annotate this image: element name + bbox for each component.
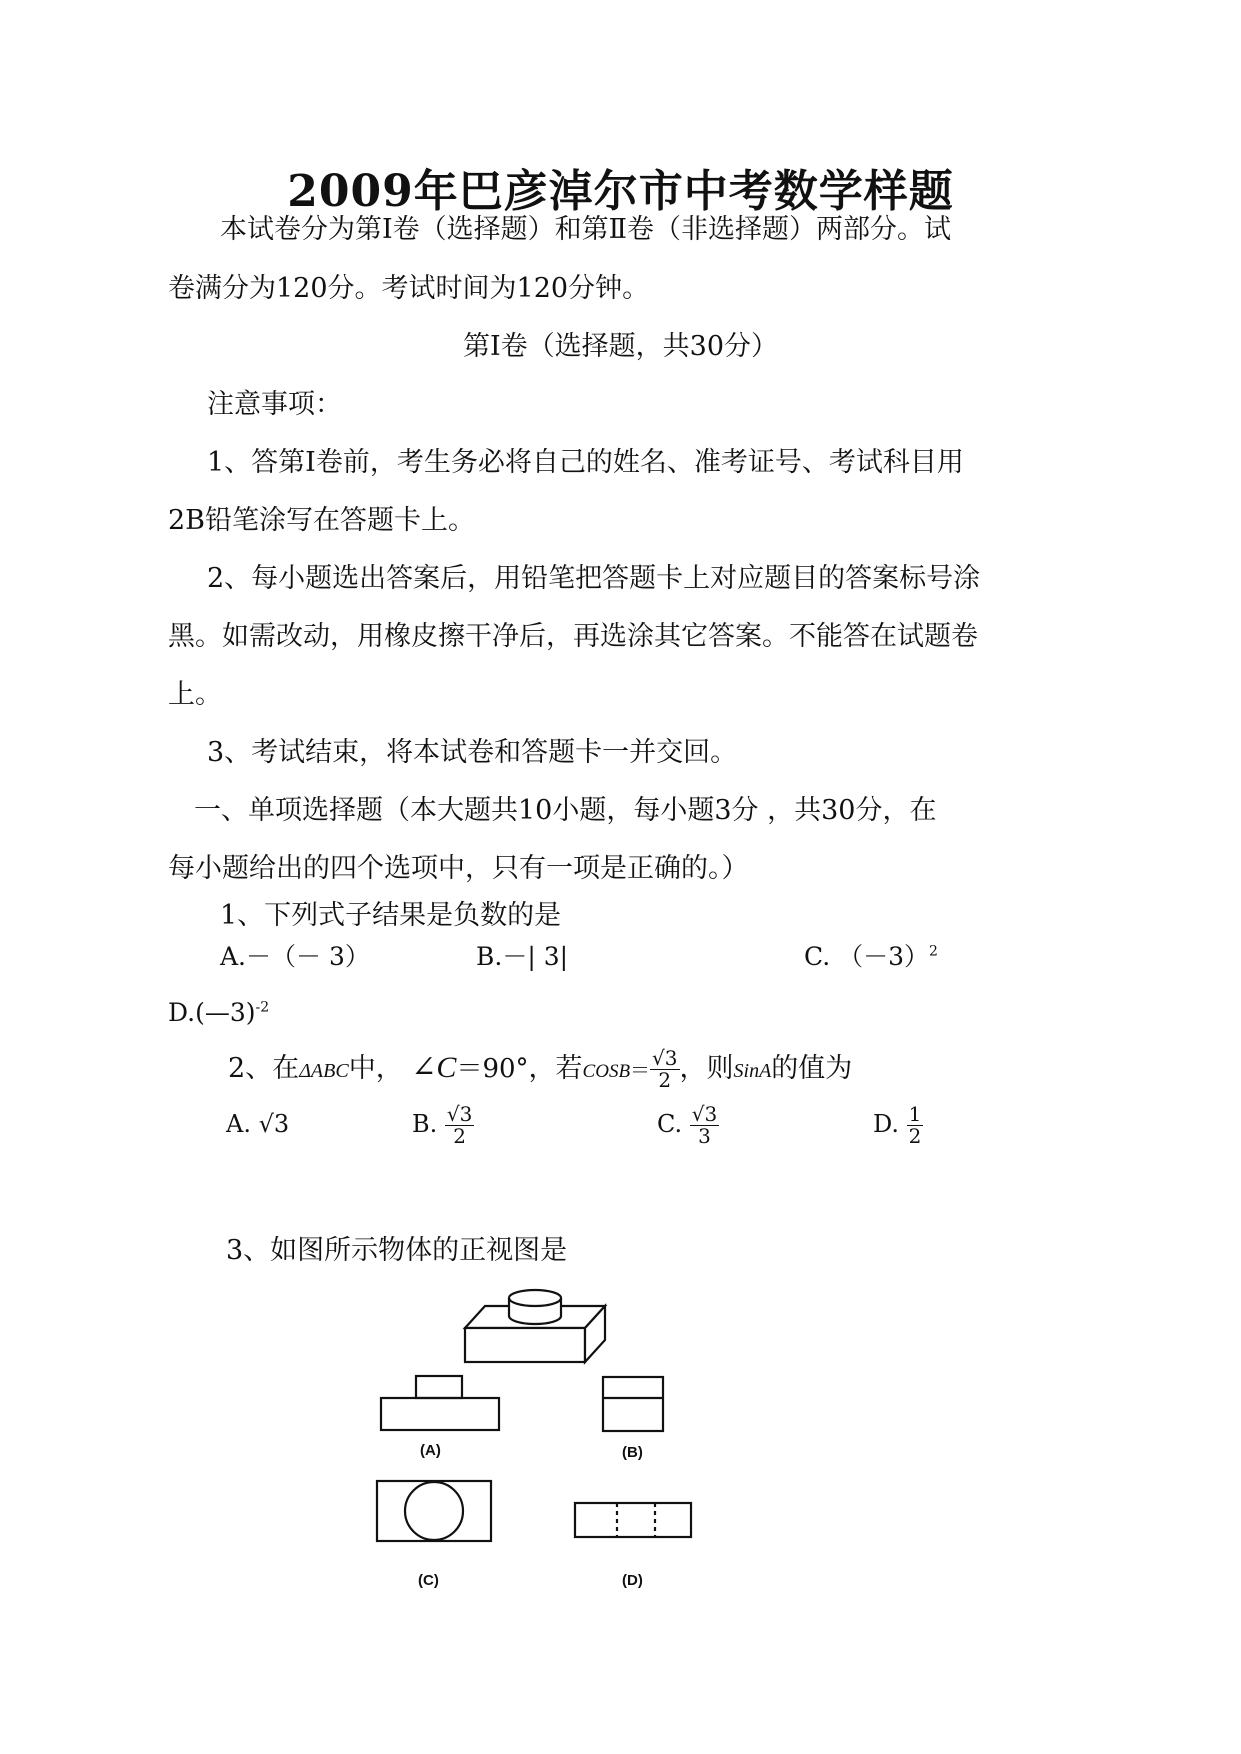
q2-mid-3: ，则 [679,1053,734,1084]
q2-fraction-denominator: 2 [658,1068,672,1092]
intro-line-1: 本试卷分为第Ⅰ卷（选择题）和第Ⅱ卷（非选择题）两部分。试 [220,214,952,245]
notice-heading: 注意事项： [207,389,342,420]
q2-mid-2: ，若 [528,1053,583,1084]
q2-suffix: 的值为 [771,1053,853,1084]
q2-option-a-label: A. [226,1110,251,1138]
q2-angle: ∠C [411,1051,457,1084]
q3-option-a-label: (A) [420,1442,441,1459]
q2-option-b-numerator: √3 [446,1102,473,1126]
q3-option-d-figure [572,1498,696,1542]
q2-sin: SinA [733,1060,772,1082]
part1-heading-line-1: 一、单项选择题（本大题共10小题，每小题3分 ，共30分，在 [194,795,937,826]
q1-option-c-base: C. （－3） [804,942,930,971]
q2-option-d-fraction [907,1104,924,1147]
q2-fraction [650,1048,679,1091]
q2-option-c-denominator: 3 [698,1124,711,1148]
notice-item-1-line-1: 1、答第Ⅰ卷前，考生务必将自己的姓名、准考证号、考试科目用 [207,447,964,478]
q2-eq-2: ＝ [630,1058,651,1082]
q1-option-d-exponent: -2 [255,999,270,1016]
q2-option-a-value: √3 [258,1110,290,1138]
intro-line-2: 卷满分为120分。考试时间为120分钟。 [168,273,650,304]
section-title: 第Ⅰ卷（选择题，共30分） [462,331,779,362]
q1-option-d [168,998,269,1027]
q2-option-b-fraction [445,1104,474,1147]
notice-item-1-line-2: 2B铅笔涂写在答题卡上。 [168,505,476,536]
q2-option-c-numerator: √3 [691,1102,718,1126]
q1-option-c [804,937,938,973]
q2-option-a [226,1110,289,1138]
page-title: 2009年巴彦淖尔市中考数学样题 [287,166,954,217]
part1-heading-line-2: 每小题给出的四个选项中，只有一项是正确的。） [168,853,749,884]
q2-option-d-label: D. [873,1110,900,1138]
q3-stem: 3、如图所示物体的正视图是 [226,1235,568,1266]
q2-option-c-fraction [690,1104,719,1147]
q2-eq-1: ＝90° [456,1054,529,1084]
q2-option-b-denominator: 2 [453,1124,466,1148]
q2-mid-1: 中， [348,1053,403,1084]
q3-option-d-label: (D) [622,1572,643,1589]
q2-option-b [412,1104,474,1147]
q2-triangle: ΔABC [299,1060,349,1082]
notice-item-2-line-1: 2、每小题选出答案后，用铅笔把答题卡上对应题目的答案标号涂 [207,563,981,594]
q1-stem: 1、下列式子结果是负数的是 [220,900,562,931]
q1-option-c-exponent: 2 [929,943,938,960]
q1-option-a: A.－（－ 3） [220,942,370,971]
q3-object-figure [455,1280,615,1370]
q3-option-b-figure [600,1374,668,1434]
q3-option-c-figure [374,1476,496,1546]
q3-option-c-label: (C) [418,1572,439,1589]
notice-item-2-line-3: 上。 [168,679,222,710]
q2-option-d-denominator: 2 [908,1124,922,1148]
q2-stem [228,1046,852,1091]
q1-option-d-base: D.(—3) [168,998,256,1027]
notice-item-2-line-2: 黑。如需改动，用橡皮擦干净后，再选涂其它答案。不能答在试题卷 [168,621,978,652]
q3-option-a-figure [378,1372,502,1434]
q2-fraction-numerator: √3 [652,1046,678,1070]
q1-option-b: B.－| 3| [476,942,569,971]
q2-option-d [873,1104,923,1147]
q2-option-c [657,1104,719,1147]
q2-option-b-label: B. [412,1110,438,1138]
q2-option-d-numerator: 1 [908,1102,922,1126]
q2-prefix: 2、在 [228,1053,300,1084]
q2-cos: COSB [582,1061,631,1082]
notice-item-3: 3、考试结束，将本试卷和答题卡一并交回。 [207,737,738,768]
q2-option-c-label: C. [657,1110,683,1138]
q3-option-b-label: (B) [622,1444,643,1461]
